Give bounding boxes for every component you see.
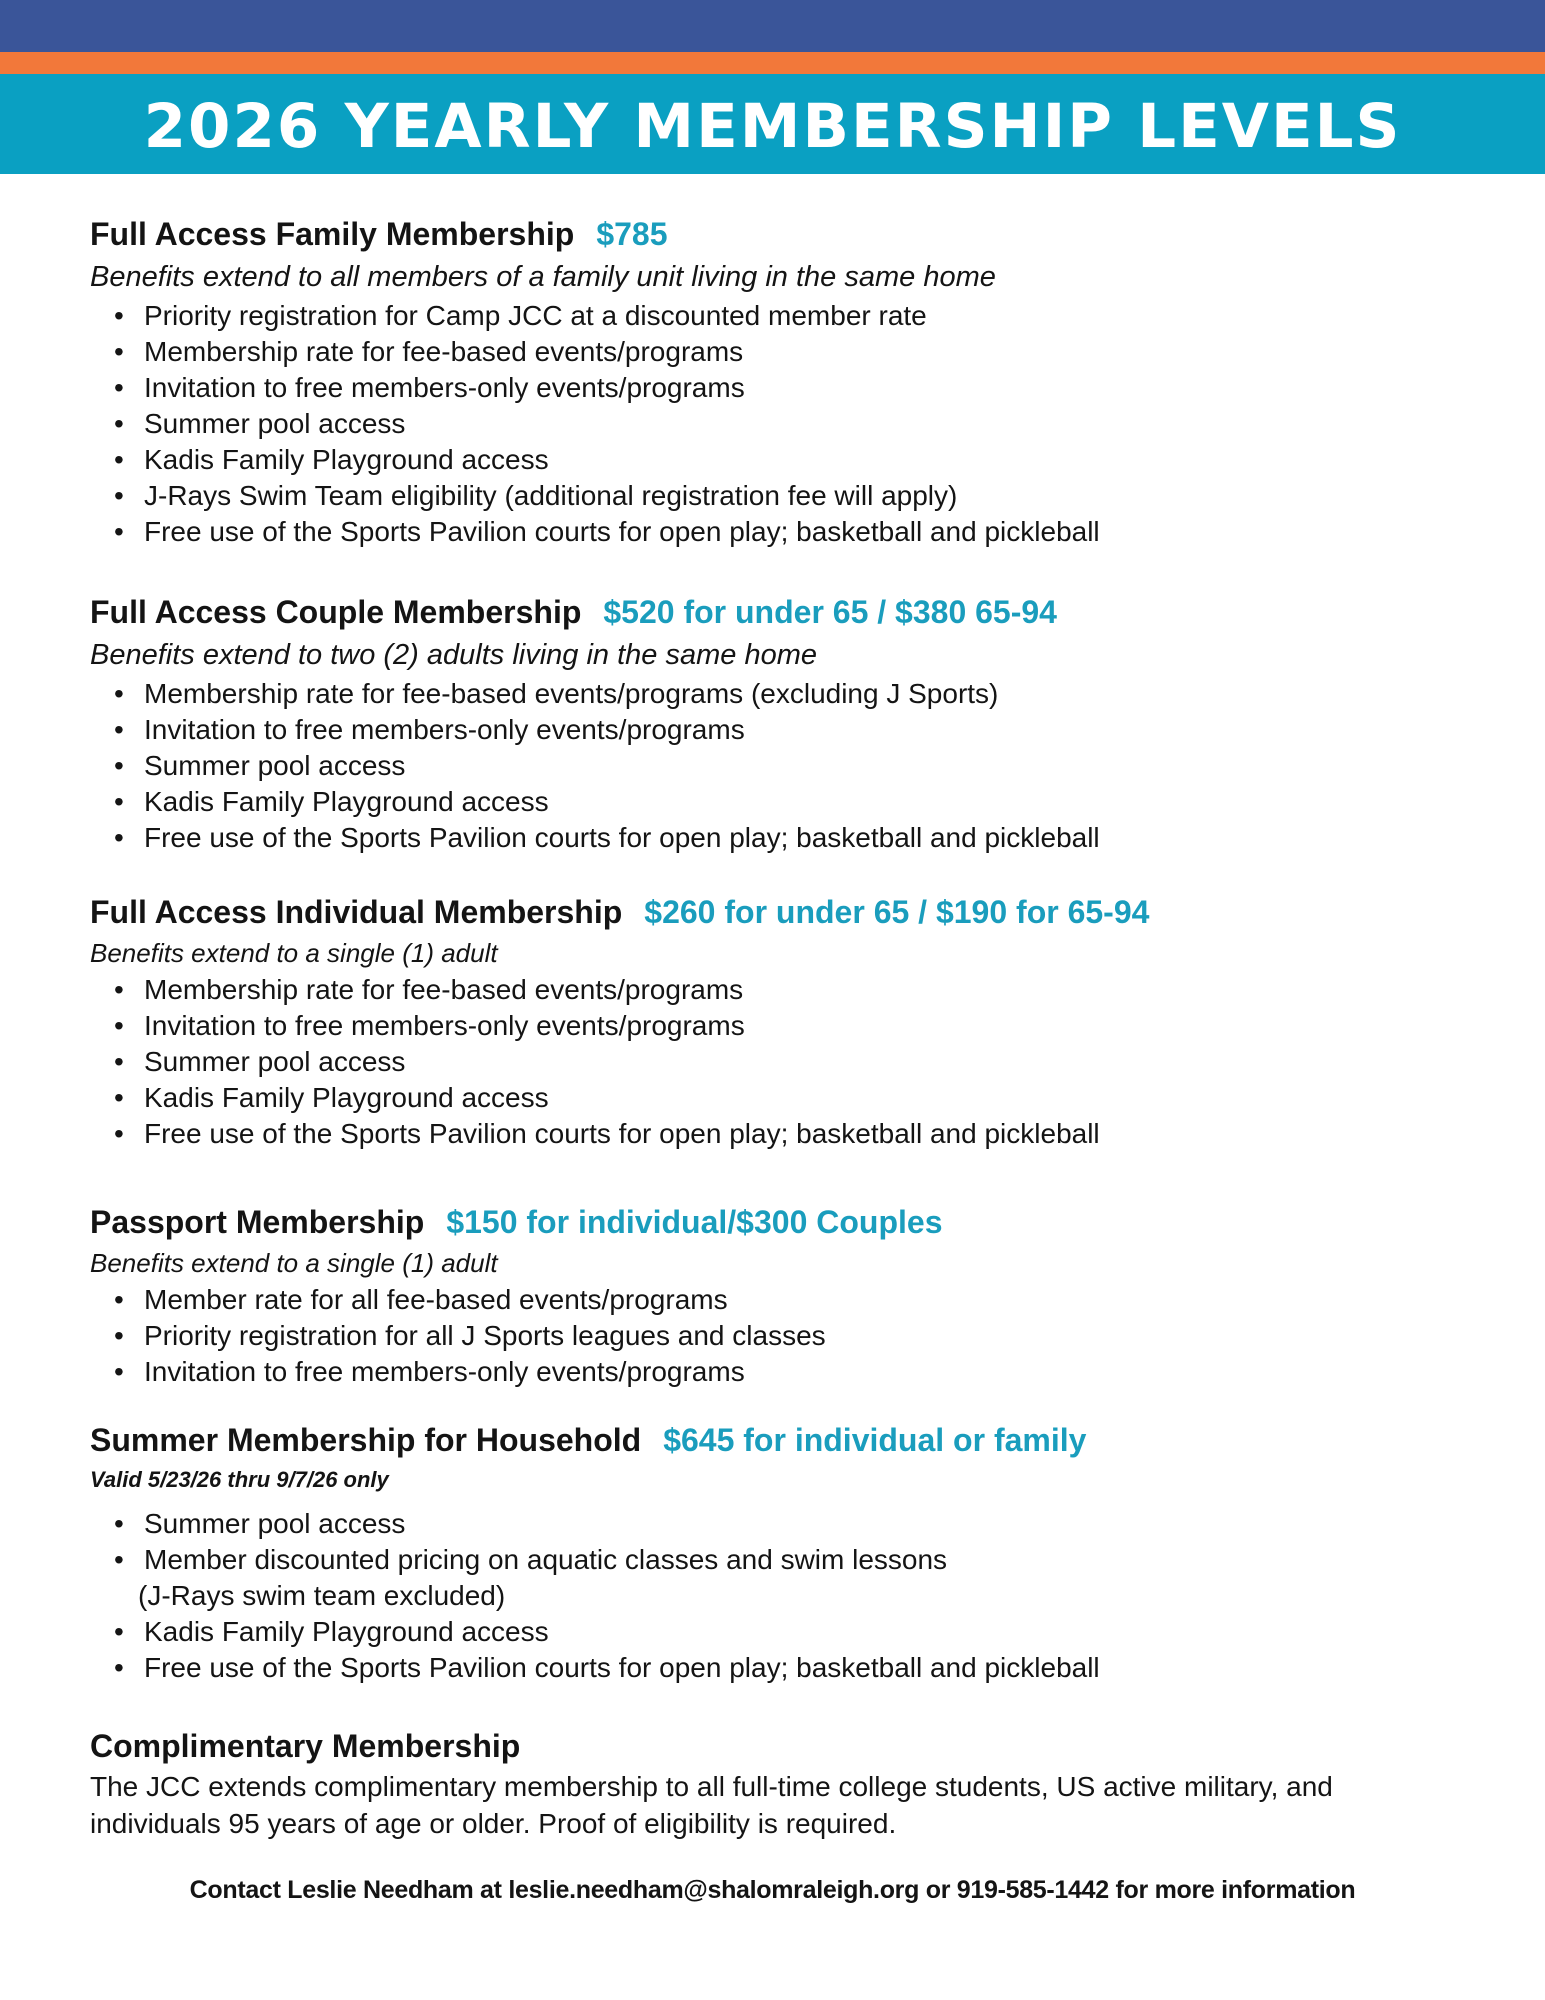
benefit-item: • Invitation to free members-only events/programs bbox=[108, 712, 1490, 748]
bullet-icon: • bbox=[114, 1616, 124, 1647]
benefit-item: • Member rate for all fee-based events/programs bbox=[108, 1282, 1490, 1318]
benefit-item: • Summer pool access bbox=[108, 748, 1490, 784]
bullet-icon: • bbox=[114, 300, 124, 331]
benefit-list bbox=[90, 1506, 1490, 1686]
benefit-item: • Membership rate for fee-based events/programs (excluding J Sports) bbox=[108, 676, 1490, 712]
section-subtitle: Benefits extend to all members of a family unit living in the same home bbox=[90, 261, 996, 293]
benefit-item: • Priority registration for all J Sports leagues and classes bbox=[108, 1318, 1490, 1354]
page-title: 2026 YEARLY MEMBERSHIP LEVELS bbox=[143, 90, 1402, 162]
benefit-list bbox=[90, 676, 1490, 856]
section-price: $260 for under 65 / $190 for 65-94 bbox=[644, 894, 1150, 930]
bullet-icon: • bbox=[114, 444, 124, 475]
benefit-item: • J-Rays Swim Team eligibility (additional registration fee will apply) bbox=[108, 478, 1490, 514]
section-price: $520 for under 65 / $380 65-94 bbox=[603, 594, 1057, 630]
section-couple bbox=[90, 590, 1490, 856]
bullet-icon: • bbox=[114, 336, 124, 367]
section-passport bbox=[90, 1200, 1490, 1390]
header-band-blue bbox=[0, 0, 1545, 52]
section-title: Full Access Individual Membership bbox=[90, 894, 623, 930]
section-heading bbox=[90, 212, 1490, 256]
complimentary-text: The JCC extends complimentary membership to all full-time college students, US active military, and individuals 95 years of age or older. Proof of eligibility is required. bbox=[90, 1771, 1333, 1839]
benefit-item: • Summer pool access bbox=[108, 1044, 1490, 1080]
section-family bbox=[90, 212, 1490, 550]
section-individual bbox=[90, 890, 1490, 1152]
section-price: $645 for individual or family bbox=[663, 1422, 1087, 1458]
section-subtitle: Benefits extend to a single (1) adult bbox=[90, 1248, 498, 1278]
header-band-teal bbox=[0, 74, 1545, 174]
bullet-icon: • bbox=[114, 1046, 124, 1077]
bullet-icon: • bbox=[114, 750, 124, 781]
benefit-item: • Summer pool access bbox=[108, 1506, 1490, 1542]
bullet-icon: • bbox=[114, 1284, 124, 1315]
benefit-item: • Kadis Family Playground access bbox=[108, 1080, 1490, 1116]
bullet-icon: • bbox=[114, 408, 124, 439]
bullet-icon: • bbox=[114, 822, 124, 853]
section-title: Full Access Family Membership bbox=[90, 216, 575, 252]
benefit-item: • Priority registration for Camp JCC at a discounted member rate bbox=[108, 298, 1490, 334]
header-band-orange bbox=[0, 52, 1545, 74]
bullet-icon: • bbox=[114, 1356, 124, 1387]
bullet-icon: • bbox=[114, 1010, 124, 1041]
section-heading bbox=[90, 890, 1490, 934]
benefit-item: • Invitation to free members-only events/programs bbox=[108, 1354, 1490, 1390]
bullet-icon: • bbox=[114, 714, 124, 745]
section-subtitle: Benefits extend to two (2) adults living in the same home bbox=[90, 639, 817, 671]
bullet-icon: • bbox=[114, 480, 124, 511]
benefit-item: • Member discounted pricing on aquatic classes and swim lessons bbox=[108, 1542, 1490, 1578]
bullet-icon: • bbox=[114, 372, 124, 403]
section-title: Complimentary Membership bbox=[90, 1728, 521, 1764]
section-heading bbox=[90, 1418, 1490, 1462]
benefit-item-continuation: (J-Rays swim team excluded) bbox=[138, 1580, 506, 1611]
contact-line: Contact Leslie Needham at leslie.needham@shalomraleigh.org or 919-585-1442 for more information bbox=[189, 1876, 1356, 1904]
benefit-item: • Invitation to free members-only events/programs bbox=[108, 1008, 1490, 1044]
benefit-list bbox=[90, 298, 1490, 550]
section-subtitle: Benefits extend to a single (1) adult bbox=[90, 938, 498, 968]
benefit-item: • Kadis Family Playground access bbox=[108, 784, 1490, 820]
bullet-icon: • bbox=[114, 1118, 124, 1149]
benefit-item: • Free use of the Sports Pavilion courts for open play; basketball and pickleball bbox=[108, 820, 1490, 856]
bullet-icon: • bbox=[114, 1082, 124, 1113]
benefit-item: • Free use of the Sports Pavilion courts for open play; basketball and pickleball bbox=[108, 1116, 1490, 1152]
section-complimentary bbox=[90, 1724, 1490, 1842]
bullet-icon: • bbox=[114, 1544, 124, 1575]
bullet-icon: • bbox=[114, 1508, 124, 1539]
section-subtitle: Valid 5/23/26 thru 9/7/26 only bbox=[90, 1467, 389, 1492]
section-title: Summer Membership for Household bbox=[90, 1422, 642, 1458]
bullet-icon: • bbox=[114, 974, 124, 1005]
section-price: $785 bbox=[596, 216, 668, 252]
benefit-item: • Membership rate for fee-based events/programs bbox=[108, 334, 1490, 370]
bullet-icon: • bbox=[114, 1320, 124, 1351]
section-title: Full Access Couple Membership bbox=[90, 594, 582, 630]
benefit-item: • Free use of the Sports Pavilion courts for open play; basketball and pickleball bbox=[108, 1650, 1490, 1686]
bullet-icon: • bbox=[114, 1652, 124, 1683]
section-title: Passport Membership bbox=[90, 1204, 425, 1240]
benefit-item: • Free use of the Sports Pavilion courts for open play; basketball and pickleball bbox=[108, 514, 1490, 550]
section-heading bbox=[90, 590, 1490, 634]
benefit-item: • Invitation to free members-only events/programs bbox=[108, 370, 1490, 406]
benefit-item: • Membership rate for fee-based events/programs bbox=[108, 972, 1490, 1008]
bullet-icon: • bbox=[114, 516, 124, 547]
bullet-icon: • bbox=[114, 786, 124, 817]
benefit-list bbox=[90, 972, 1490, 1152]
benefit-item: • Summer pool access bbox=[108, 406, 1490, 442]
section-summer bbox=[90, 1418, 1490, 1686]
benefit-item: • Kadis Family Playground access bbox=[108, 442, 1490, 478]
bullet-icon: • bbox=[114, 678, 124, 709]
benefit-list bbox=[90, 1282, 1490, 1390]
section-heading bbox=[90, 1200, 1490, 1244]
benefit-item: • Kadis Family Playground access bbox=[108, 1614, 1490, 1650]
section-price: $150 for individual/$300 Couples bbox=[446, 1204, 943, 1240]
